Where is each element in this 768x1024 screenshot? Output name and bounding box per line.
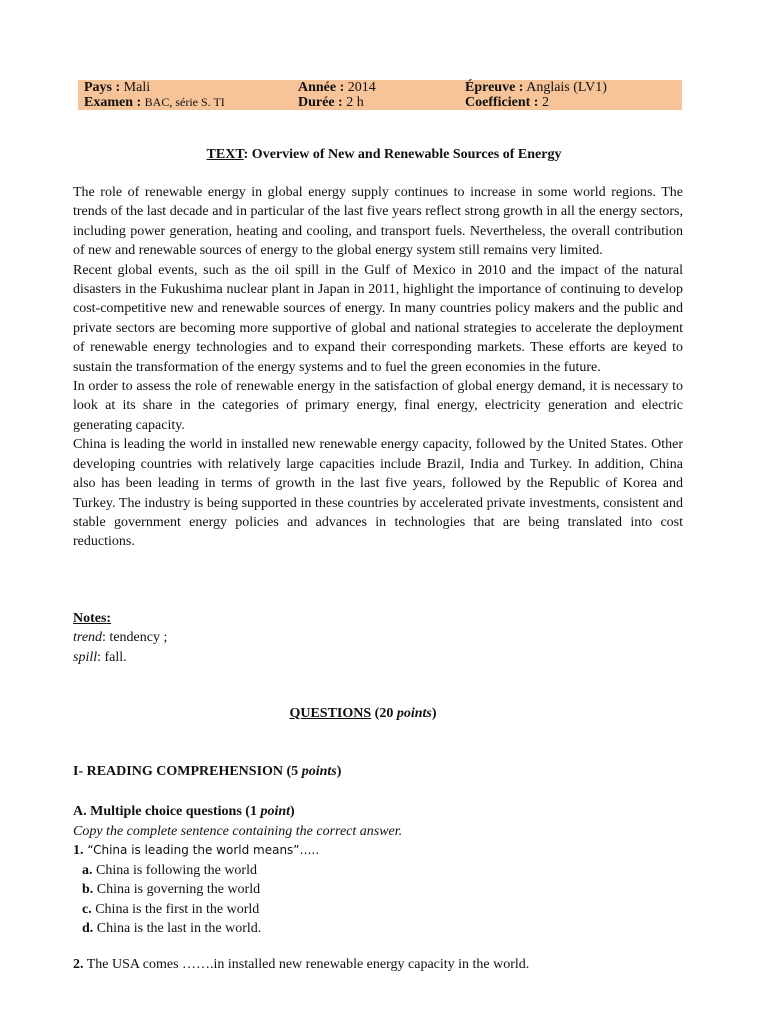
- test-label: Épreuve :: [465, 80, 524, 95]
- option-d: [73, 919, 693, 939]
- questions-points-word: points: [396, 706, 432, 721]
- coef-value: 2: [541, 95, 549, 110]
- duration-label: Durée :: [298, 95, 343, 110]
- mcq-close: ): [290, 804, 295, 819]
- mcq-title: A. Multiple choice questions (1: [73, 804, 261, 819]
- header-col-1: [84, 80, 225, 110]
- option-letter: a.: [82, 862, 93, 878]
- note-term: spill: [73, 649, 98, 665]
- paragraph-4: China is leading the world in installed new renewable energy capacity, followed by the United States. Other developing countries with relatively large capacities include Brazil, India and Turkey. In addition, China also has been leading in terms of growth in the last five years, followed by the Republic of Korea and Turkey. The industry is being supported in these countries by accelerated private investments, consistent and stable government energy policies and advances in technologies that are being translated into cost reductions.: [73, 437, 683, 550]
- note-term: trend: [73, 630, 103, 646]
- option-a: [73, 861, 693, 881]
- questions-heading-text: QUESTIONS: [289, 706, 372, 721]
- paragraph-2: Recent global events, such as the oil spill in the Gulf of Mexico in 2010 and the impact of the natural disasters in the Fukushima nuclear plant in Japan in 2011, highlight the importance of continuing to develop cost-competitive new and renewable sources of energy. In many countries policy makers and the public and private sectors are becoming more supportive of global and national strategies to accelerate the deployment of renewable energy technologies and to expand their corresponding markets. These efforts are keyed to sustain the transformation of the energy systems and to fuel the green economies in the future.: [73, 262, 683, 375]
- section1-close: ): [336, 764, 342, 779]
- mcq-heading: [73, 802, 693, 822]
- exam-value: BAC, série S. TI: [144, 95, 225, 109]
- year-value: 2014: [347, 80, 376, 95]
- questions-points-open: (20: [371, 706, 397, 721]
- note-def: : fall.: [97, 649, 127, 665]
- questions-points-close: ): [431, 706, 437, 721]
- question-2-text: The USA comes …….in installed new renewable energy capacity in the world.: [83, 957, 530, 972]
- questions-heading: [0, 706, 726, 722]
- option-letter: c.: [82, 901, 92, 917]
- text-title: [0, 147, 768, 163]
- notes-heading: Notes:: [73, 611, 112, 626]
- notes-block: [73, 609, 167, 667]
- exam-header-table: [78, 80, 682, 110]
- option-letter: d.: [82, 921, 94, 936]
- reading-text: [73, 183, 683, 552]
- note-item: [73, 628, 167, 647]
- option-text: China is following the world: [92, 862, 257, 878]
- question-1: [73, 841, 693, 861]
- section-reading-comprehension: [73, 764, 341, 780]
- exam-label: Examen :: [84, 95, 142, 110]
- coef-label: Coefficient :: [465, 95, 539, 110]
- question-2-number: 2.: [73, 957, 84, 972]
- text-title-prefix: TEXT: [206, 147, 244, 162]
- header-col-2: [298, 80, 376, 110]
- option-c: [73, 900, 693, 920]
- duration-value: 2 h: [346, 95, 364, 110]
- mcq-instruction: Copy the complete sentence containing the correct answer.: [73, 823, 403, 839]
- question-1-text: “China is leading the world means”…..: [83, 843, 320, 857]
- option-text: China is governing the world: [93, 882, 261, 897]
- mcq-points-word: point: [260, 804, 291, 819]
- option-letter: b.: [82, 882, 94, 897]
- country-label: Pays :: [84, 80, 121, 95]
- paragraph-3: In order to assess the role of renewable energy in the satisfaction of global energy demand, it is necessary to look at its share in the categories of primary energy, final energy, electricity generation and electric generating capacity.: [73, 379, 683, 433]
- year-label: Année :: [298, 80, 345, 95]
- test-value: Anglais (LV1): [526, 80, 607, 95]
- option-b: [73, 880, 693, 900]
- option-text: China is the first in the world: [91, 901, 260, 917]
- country-value: Mali: [123, 80, 151, 95]
- paragraph-1: The role of renewable energy in global energy supply continues to increase in some world regions. The trends of the last decade and in particular of the last five years reflect strong growth in all the energy sectors, including power generation, heating and cooling, and transport fuels. Nevertheless, the overall contribution of new and renewable sources of energy to the global energy system still remains very limited.: [73, 185, 683, 259]
- question-2: [73, 957, 529, 973]
- section1-title: I- READING COMPREHENSION (5: [73, 764, 302, 779]
- mcq-block: [73, 802, 693, 939]
- question-1-number: 1.: [73, 843, 84, 858]
- section1-points-word: points: [301, 764, 337, 779]
- option-text: China is the last in the world.: [93, 921, 262, 936]
- note-item: [73, 648, 167, 667]
- header-col-3: [465, 80, 607, 110]
- note-def: : tendency ;: [102, 630, 168, 646]
- text-title-main: : Overview of New and Renewable Sources of Energy: [243, 147, 562, 162]
